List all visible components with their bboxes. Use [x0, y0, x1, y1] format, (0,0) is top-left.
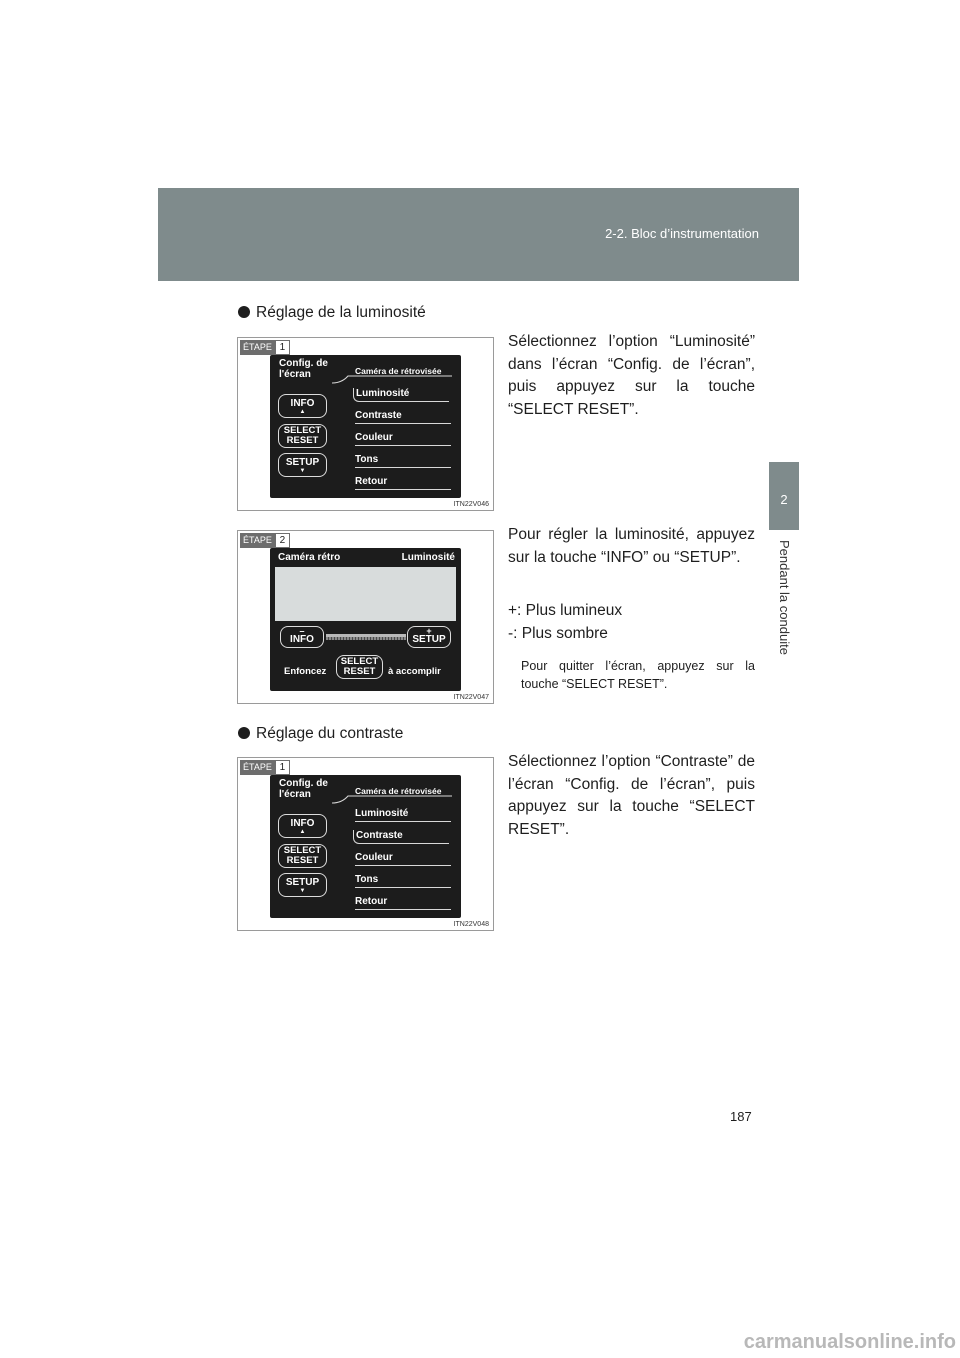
figure-code: ITN22V048 [453, 921, 489, 928]
chapter-number: 2 [780, 492, 788, 507]
menu-divider-curve [332, 794, 452, 804]
bullet-icon [238, 306, 250, 318]
up-triangle-icon: ▲ [299, 829, 306, 835]
menu-item-tones: Tons [355, 874, 451, 888]
menu-item-brightness: Luminosité [355, 808, 451, 822]
note-exit-screen: Pour quitter l’écran, appuyez sur la touche “SELECT RESET”. [521, 659, 755, 691]
menu-item-back: Retour [355, 896, 451, 910]
minus-darker-line: -: Plus sombre [508, 625, 608, 642]
figure-step2-brightness [237, 530, 494, 704]
menu-title: Config. de l'écran [279, 778, 328, 800]
figure-code: ITN22V047 [453, 694, 489, 701]
section-title: 2-2. Bloc d’instrumentation [605, 226, 759, 241]
page-number: 187 [730, 1109, 752, 1124]
step-badge: ÉTAPE 1 [240, 340, 290, 355]
setup-button: SETUP ▼ [278, 453, 327, 477]
menu-title: Config. de l'écran [279, 358, 328, 380]
press-label: Enfoncez [284, 666, 327, 677]
complete-label: à accomplir [388, 666, 441, 677]
menu-subtitle: Caméra de rétrovisée [355, 786, 442, 796]
bullet-icon [238, 727, 250, 739]
info-button: INFO ▲ [278, 814, 327, 838]
down-triangle-icon: ▼ [299, 468, 306, 474]
plus-brighter-line: +: Plus lumineux [508, 602, 623, 619]
setup-button: SETUP ▼ [278, 873, 327, 897]
step-badge: ÉTAPE 1 [240, 760, 290, 775]
instruction-select-brightness: Sélectionnez l’option “Luminosité” dans l’écran “Config. de l’écran”, puis appuyez sur la touche “SELECT RESET”. [508, 333, 755, 418]
info-minus-button: – INFO [280, 626, 324, 648]
menu-item-contrast: Contraste [355, 410, 451, 424]
figure-step1-contrast [237, 757, 494, 931]
setup-plus-button: + SETUP [407, 626, 451, 648]
chapter-label [769, 540, 799, 680]
screen-config-menu [270, 775, 461, 918]
screen-brightness-adjust [270, 548, 461, 691]
step-badge: ÉTAPE 2 [240, 533, 290, 548]
menu-divider-curve [332, 374, 452, 384]
watermark: carmanualsonline.info [743, 1331, 956, 1353]
menu-item-tones: Tons [355, 454, 451, 468]
down-triangle-icon: ▼ [299, 888, 306, 894]
select-reset-button: SELECT RESET [336, 655, 383, 679]
screen-config-menu [270, 355, 461, 498]
header-band [158, 188, 799, 281]
select-reset-button: SELECT RESET [278, 844, 327, 868]
menu-item-color: Couleur [355, 852, 451, 866]
camera-title: Caméra rétro [278, 552, 341, 563]
brightness-level-bar [326, 634, 406, 640]
instruction-adjust-brightness: Pour régler la luminosité, appuyez sur la touche “INFO” ou “SETUP”. [508, 526, 755, 566]
menu-item-color: Couleur [355, 432, 451, 446]
menu-item-contrast: Contraste [353, 830, 449, 844]
chapter-label-text: Pendant la conduite [777, 540, 792, 655]
brightness-title: Luminosité [401, 552, 455, 563]
figure-step1-brightness [237, 337, 494, 511]
figure-code: ITN22V046 [453, 501, 489, 508]
instruction-select-contrast: Sélectionnez l’option “Contraste” de l’écran “Config. de l’écran”, puis appuyez sur la touche “SELECT RESET”. [508, 753, 755, 838]
up-triangle-icon: ▲ [299, 409, 306, 415]
chapter-tab [769, 462, 799, 530]
select-reset-button: SELECT RESET [278, 424, 327, 448]
menu-subtitle: Caméra de rétrovisée [355, 366, 442, 376]
info-button: INFO ▲ [278, 394, 327, 418]
section-heading-contrast: Réglage du contraste [238, 725, 403, 743]
menu-item-brightness: Luminosité [353, 388, 449, 402]
section-heading-brightness: Réglage de la luminosité [238, 304, 426, 322]
menu-item-back: Retour [355, 476, 451, 490]
camera-view [275, 567, 456, 621]
